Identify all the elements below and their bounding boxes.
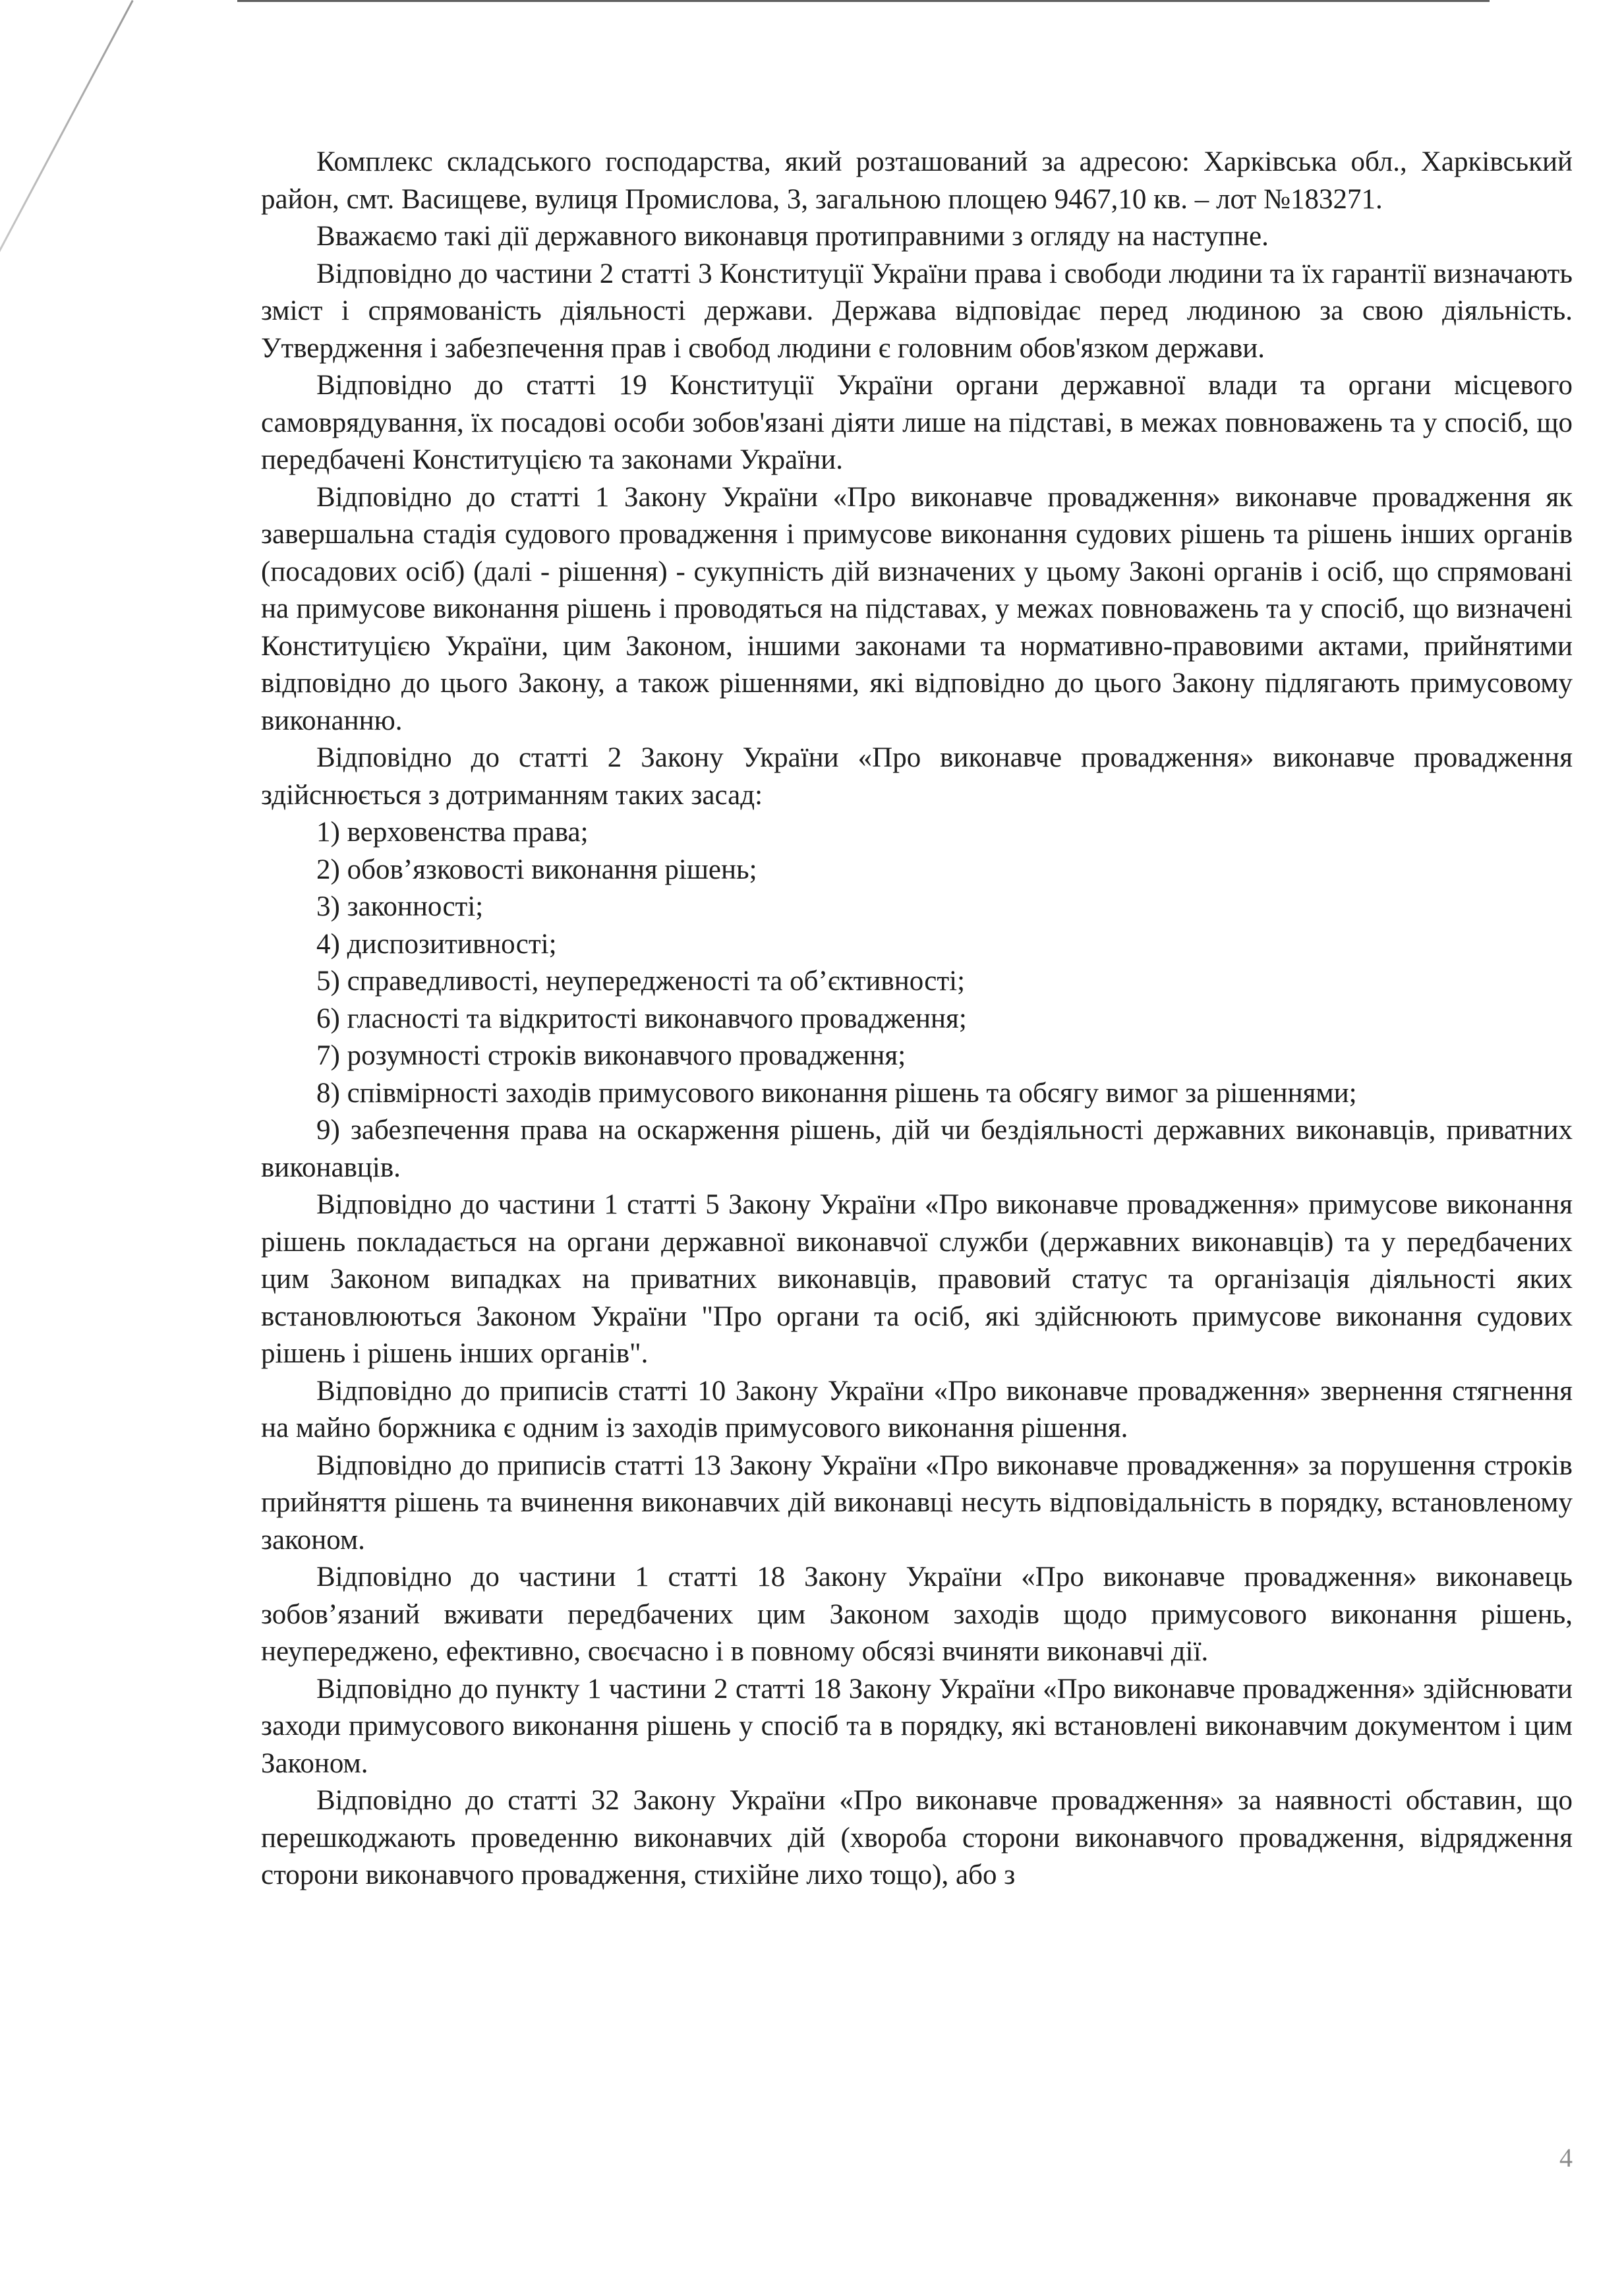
list-item: 4) диспозитивності;: [316, 928, 557, 960]
paragraph-law-art32: Відповідно до статті 32 Закону України «Про виконавче провадження» за наявності обставин, що перешкоджають проведенню виконавчих дій (хвороба сторони виконавчого провадження, відрядження сторони виконавчого провадження, стихійне лихо тощо), або з: [261, 1785, 1573, 1890]
paragraph-constitution-art3: Відповідно до частини 2 статті 3 Конституції України права і свободи людини та їх гарантії визначають зміст і спрямованість діяльності держави. Держава відповідає перед людиною за свою діяльність. Утвердження і забезпечення прав і свобод людини є головним обов'язком держави.: [261, 258, 1573, 364]
list-item: 2) обов’язковості виконання рішень;: [316, 854, 757, 885]
page-number: 4: [1559, 2143, 1573, 2173]
principles-list: [261, 814, 1573, 1186]
document-body: [261, 144, 1573, 1894]
paragraph-constitution-art19: Відповідно до статті 19 Конституції України органи державної влади та органи місцевого самоврядування, їх посадові особи зобов'язані діяти лише на підставі, в межах повноважень та у спосіб, що передбачені Конституцією та законами України.: [261, 370, 1573, 475]
list-item: 5) справедливості, неупередженості та об’єктивності;: [316, 966, 966, 997]
list-item: 7) розумності строків виконавчого провадження;: [316, 1040, 906, 1071]
list-item: 6) гласності та відкритості виконавчого провадження;: [316, 1003, 967, 1034]
paragraph-claim: Вважаємо такі дії державного виконавця протиправними з огляду на наступне.: [316, 221, 1269, 252]
paragraph-law-art1: Відповідно до статті 1 Закону України «Про виконавче провадження» виконавче провадження як завершальна стадія судового провадження і примусове виконання судових рішень та рішень інших органів (посадових осіб) (далі - рішення) - сукупність дій визначених у цьому Законі органів і осіб, що спрямовані на примусове виконання рішень і проводяться на підставах, у межах повноважень та у спосіб, що визначені Конституцією України, цим Законом, іншими законами та нормативно-правовими актами, прийнятими відповідно до цього Закону, а також рішеннями, які відповідно до цього Закону підлягають примусовому виконанню.: [261, 481, 1573, 736]
paragraph-law-art10: Відповідно до приписів статті 10 Закону України «Про виконавче провадження» звернення стягнення на майно боржника є одним із заходів примусового виконання рішення.: [261, 1375, 1573, 1444]
paragraph-law-art2: Відповідно до статті 2 Закону України «Про виконавче провадження» виконавче провадження здійснюється з дотриманням таких засад:: [261, 742, 1573, 811]
scan-top-edge: [237, 0, 1490, 2]
list-item: 8) співмірності заходів примусового виконання рішень та обсягу вимог за рішеннями;: [316, 1077, 1357, 1109]
list-item: 1) верховенства права;: [316, 817, 589, 848]
paragraph-law-art13: Відповідно до приписів статті 13 Закону України «Про виконавче провадження» за порушення строків прийняття рішень та вчинення виконавчих дій виконавці несуть відповідальність в порядку, встановленому законом.: [261, 1449, 1573, 1556]
list-item: 3) законності;: [316, 891, 484, 922]
paragraph-law-art18-part1: Відповідно до частини 1 статті 18 Закону України «Про виконавче провадження» виконавець зобов’язаний вживати передбачених цим Законом заходів щодо примусового виконання рішень, неупереджено, ефективно, своєчасно і в повному обсязі вчиняти виконавчі дії.: [261, 1562, 1573, 1667]
scan-left-edge: [0, 0, 134, 274]
list-item: 9) забезпечення права на оскарження рішень, дій чи бездіяльності державних виконавців, приватних виконавців.: [261, 1115, 1573, 1183]
paragraph-law-art5: Відповідно до частини 1 статті 5 Закону України «Про виконавче провадження» примусове виконання рішень покладається на органи державної виконавчої служби (державних виконавців) та у передбачених цим Законом випадках на приватних виконавців, правовий статус та організація діяльності яких встановлюються Законом України "Про органи та осіб, які здійснюють примусове виконання судових рішень і рішень інших органів".: [261, 1189, 1573, 1369]
paragraph-law-art18-part2: Відповідно до пункту 1 частини 2 статті 18 Закону України «Про виконавче провадження» здійснювати заходи примусового виконання рішень у спосіб та в порядку, які встановлені виконавчим документом і цим Законом.: [261, 1673, 1573, 1779]
paragraph-lot: Комплекс складського господарства, який розташований за адресою: Харківська обл., Харківський район, смт. Васищеве, вулиця Промислова, 3, загальною площею 9467,10 кв. – лот №183271.: [261, 146, 1573, 215]
